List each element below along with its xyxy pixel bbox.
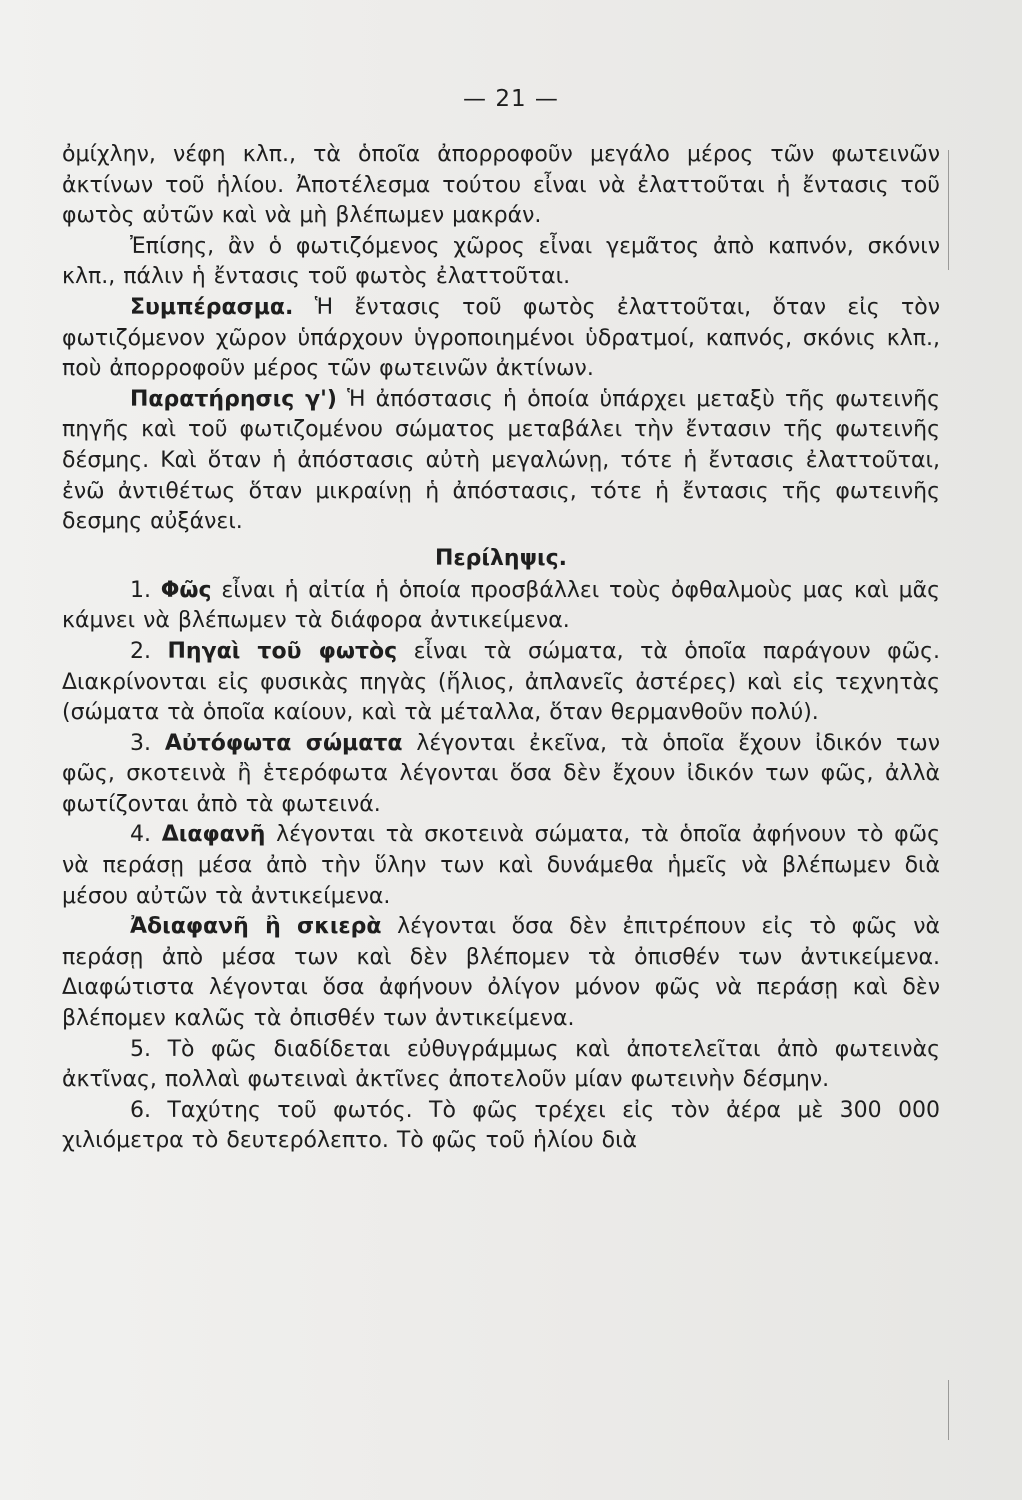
summary-item — [62, 1035, 940, 1096]
margin-line — [948, 150, 949, 270]
conclusion-lead: Συμπέρασμα. — [130, 294, 294, 320]
margin-line — [948, 1380, 949, 1440]
also-paragraph: Ἐπίσης, ἂν ὁ φωτιζόμενος χῶρος εἶναι γεμᾶτος ἀπὸ καπνόν, σκόνιν κλπ., πάλιν ἡ ἔντασις τοῦ φωτὸς ἐλαττοῦται. — [62, 233, 940, 290]
item-number: 5. — [130, 1036, 151, 1062]
body-text — [62, 140, 940, 1157]
item-number: 1. — [130, 577, 151, 603]
summary-item — [62, 576, 940, 637]
item-number: 3. — [130, 730, 151, 756]
item-text: Τὸ φῶς διαδίδεται εὐθυγράμμως καὶ ἀποτελεῖται ἀπὸ φωτεινὰς ἀκτῖνας, πολλαὶ φωτειναὶ ἀκτῖνες ἀποτελοῦν μίαν φωτεινὴν δέσμην. — [62, 1036, 940, 1093]
conclusion-text: Ἡ ἔντασις τοῦ φωτὸς ἐλαττοῦται, ὅταν εἰς τὸν φωτιζόμενον χῶρον ὑπάρχουν ὑγροποιημένοι ὑδρατμοί, καπνός, σκόνις κλπ., ποὺ ἀπορροφοῦν μέρος τῶν φωτεινῶν ἀκτίνων. — [62, 294, 940, 382]
item-text: λέγονται ἐκεῖνα, τὰ ὁποῖα ἔχουν ἰδικόν των φῶς, σκοτεινὰ ἢ ἑτερόφωτα λέγονται ὅσα δὲν ἔχουν ἰδικόν των φῶς, ἀλλὰ φωτίζονται ἀπὸ τὰ φωτεινά. — [62, 730, 940, 817]
summary-item — [62, 820, 940, 912]
summary-item — [62, 912, 940, 1034]
summary-item — [62, 637, 940, 729]
item-text: λέγονται ὅσα δὲν ἐπιτρέπουν εἰς τὸ φῶς νὰ περάσῃ ἀπὸ μέσα των καὶ δὲν βλέπομεν τὰ ὀπισθέν των ἀντικείμενα. Διαφώτιστα λέγονται ὅσα ἀφήνουν ὀλίγον μόνον φῶς νὰ περάσῃ καὶ δὲν βλέπομεν καλῶς τὰ ὀπισθέν των ἀντικείμενα. — [62, 914, 940, 1032]
remark-paragraph — [62, 385, 940, 538]
item-text: εἶναι τὰ σώματα, τὰ ὁποῖα παράγουν φῶς. Διακρίνονται εἰς φυσικὰς πηγὰς (ἥλιος, ἀπλανεῖς ἀστέρες) καὶ εἰς τεχνητὰς (σώματα τὰ ὁποῖα καίουν, καὶ τὰ μέταλλα, ὅταν θερμανθοῦν πολύ). — [62, 638, 940, 726]
item-number: 4. — [130, 822, 151, 848]
remark-lead: Παρατήρησις γ') — [130, 386, 337, 412]
remark-text: Ἡ ἀπόστασις ἡ ὁποία ὑπάρχει μεταξὺ τῆς φωτεινῆς πηγῆς καὶ τοῦ φωτιζομένου σώματος μεταβάλει τὴν ἔντασιν τῆς φωτεινῆς δέσμης. Καὶ ὅταν ἡ ἀπόστασις αὐτὴ μεγαλώνῃ, τότε ἡ ἔντασις ἐλαττοῦται, ἐνῶ ἀντιθέτως ὅταν μικραίνῃ ἡ ἀπόστασις, τότε ἡ ἔντασις τῆς φωτεινῆς δεσμης αὐξάνει. — [62, 386, 940, 535]
item-lead: Πηγαὶ τοῦ φωτὸς — [167, 638, 398, 664]
conclusion-paragraph — [62, 293, 940, 385]
summary-item — [62, 1096, 940, 1157]
summary-heading: Περίληψις. — [435, 545, 567, 571]
continuation-paragraph: ὀμίχλην, νέφη κλπ., τὰ ὁποῖα ἀπορροφοῦν μεγάλο μέρος τῶν φωτεινῶν ἀκτίνων τοῦ ἡλίου. Ἀποτέλεσμα τούτου εἶναι νὰ ἐλαττοῦται ἡ ἔντασις τοῦ φωτὸς αὐτῶν καὶ νὰ μὴ βλέπωμεν μακράν. — [62, 142, 940, 229]
item-lead: Αὐτόφωτα σώματα — [164, 730, 403, 756]
item-text: Ταχύτης τοῦ φωτός. Τὸ φῶς τρέχει εἰς τὸν ἀέρα μὲ 300 000 χιλιόμετρα τὸ δευτερόλεπτο. Τὸ φῶς τοῦ ἡλίου διὰ — [62, 1097, 940, 1154]
item-text: εἶναι ἡ αἰτία ἡ ὁποία προσβάλλει τοὺς ὀφθαλμοὺς μας καὶ μᾶς κάμνει νὰ βλέπωμεν τὰ διάφορα ἀντικείμενα. — [62, 577, 940, 634]
summary-item — [62, 729, 940, 821]
item-number: 6. — [130, 1097, 151, 1123]
page-number: — 21 — — [463, 86, 559, 112]
item-lead: Ἀδιαφανῆ ἢ σκιερὰ — [130, 914, 382, 940]
item-number: 2. — [130, 638, 151, 664]
item-text: λέγονται τὰ σκοτεινὰ σώματα, τὰ ὁποῖα ἀφήνουν τὸ φῶς νὰ περάσῃ μέσα ἀπὸ τὴν ὕλην των καὶ δυνάμεθα ἡμεῖς νὰ βλέπωμεν διὰ μέσου αὐτῶν τὰ ἀντικείμενα. — [62, 822, 941, 909]
item-lead: Διαφανῆ — [161, 822, 266, 848]
item-lead: Φῶς — [160, 577, 212, 603]
